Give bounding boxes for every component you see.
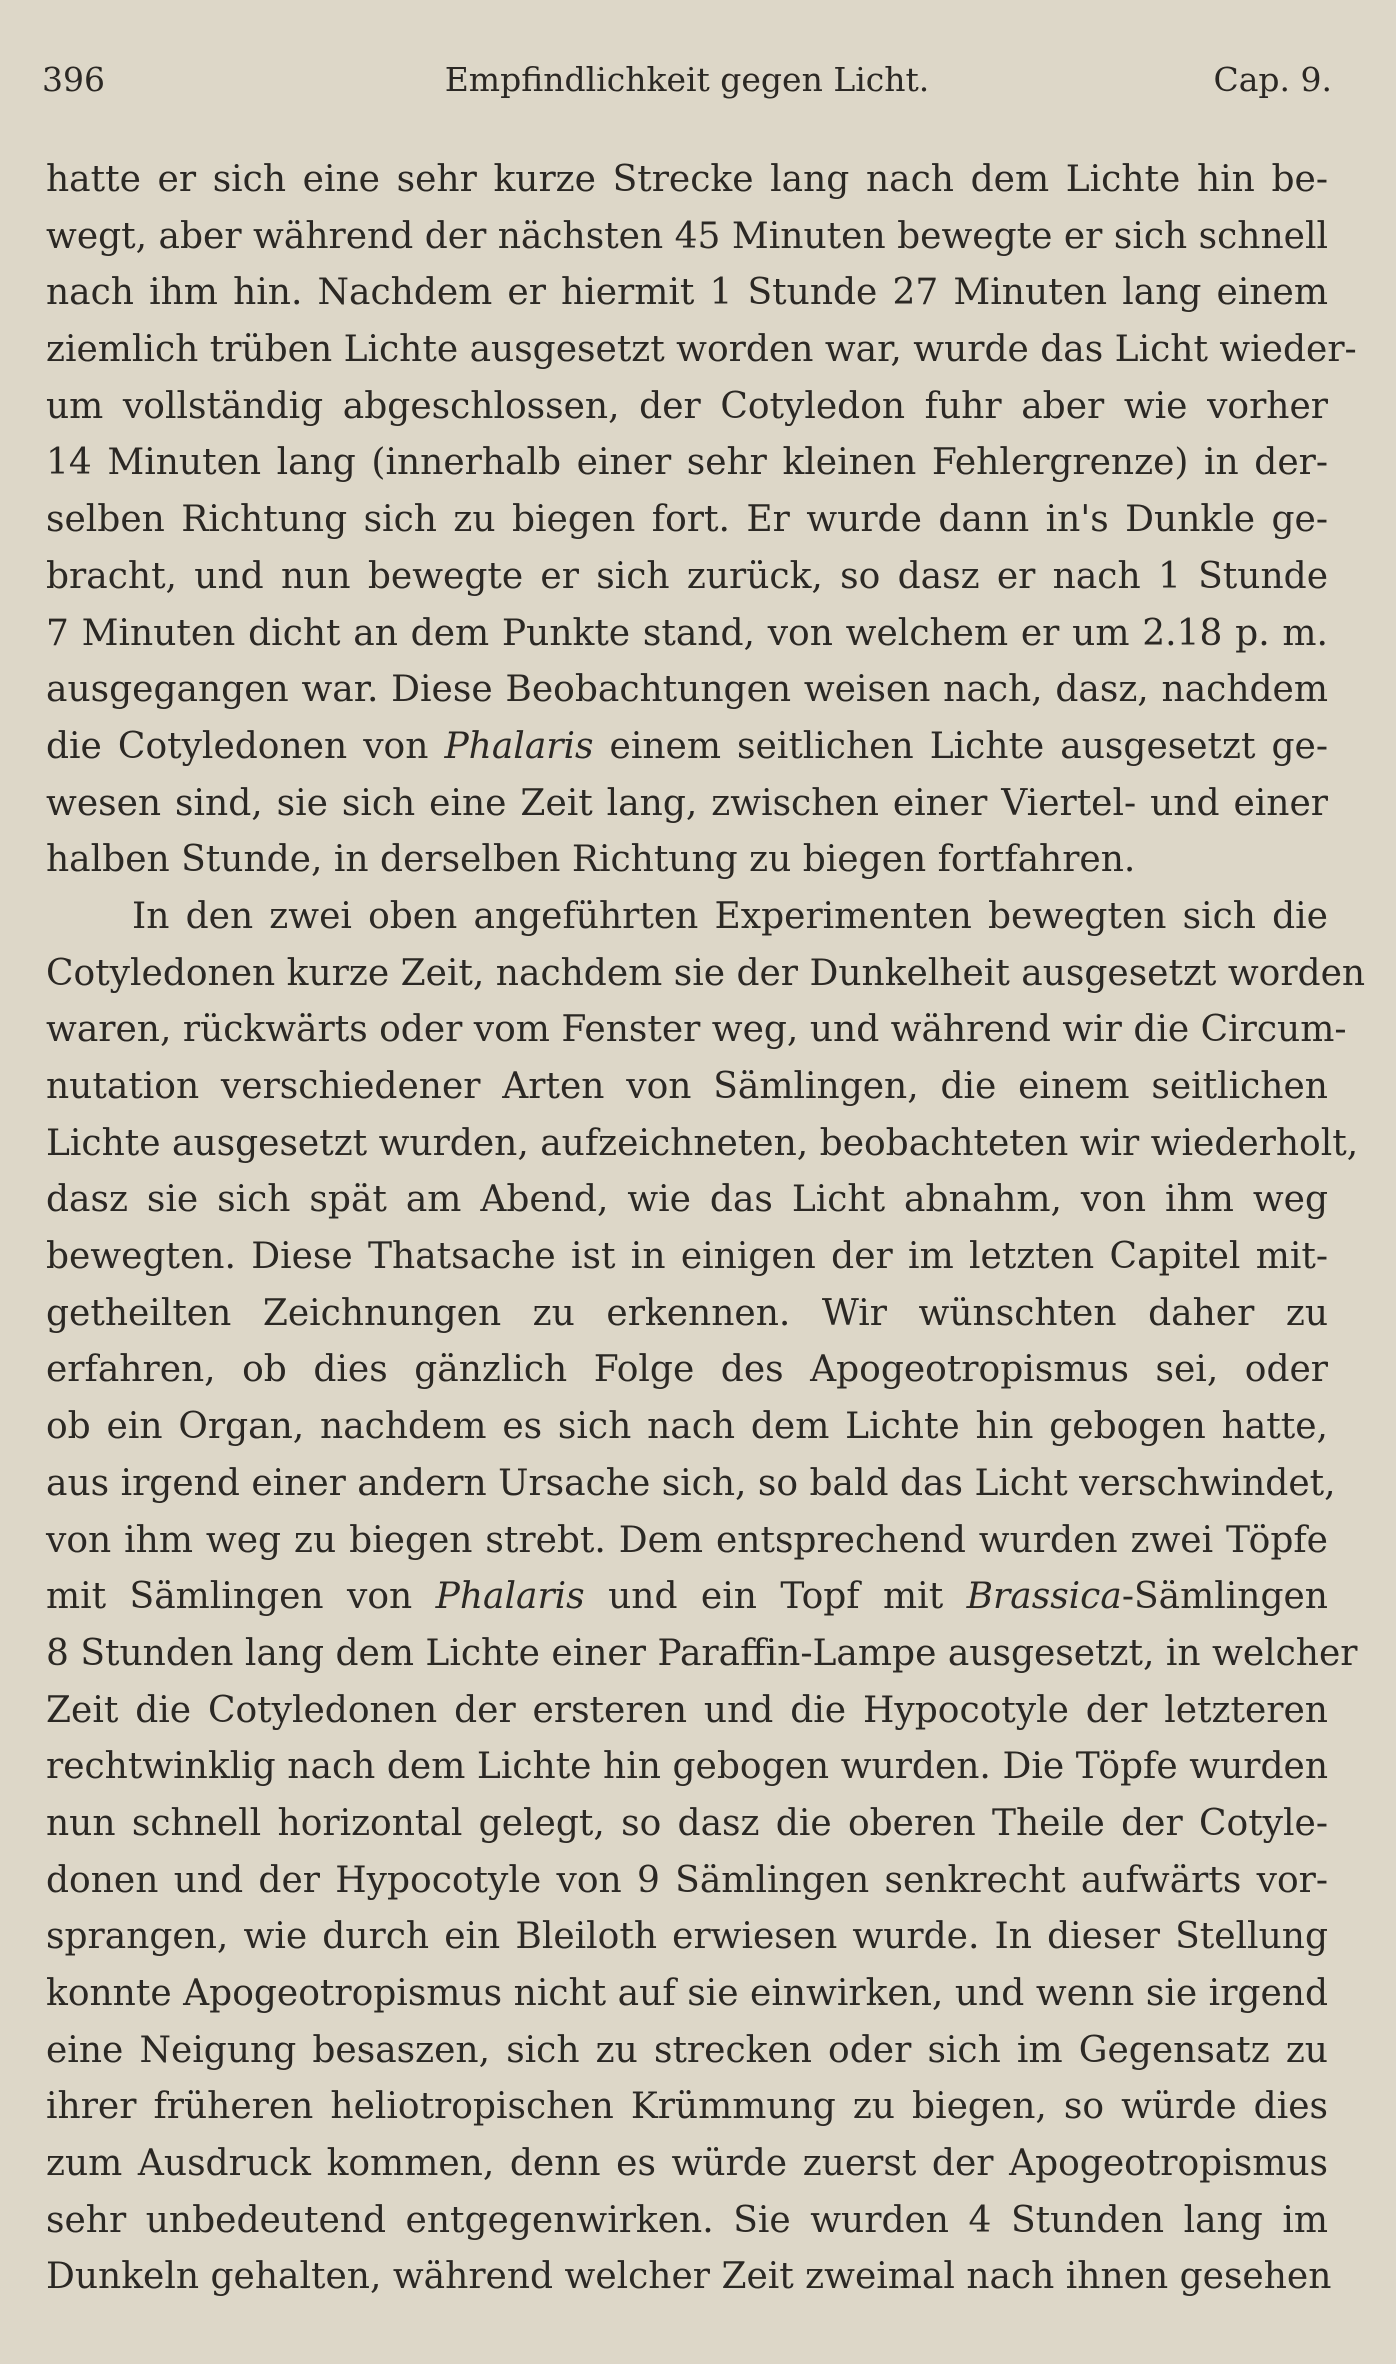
- text-line: zum Ausdruck kommen, denn es würde zuerst der Apogeotropismus: [46, 2143, 1328, 2185]
- page-number: 396: [42, 60, 105, 99]
- running-title: Empfindlichkeit gegen Licht.: [444, 60, 930, 99]
- text-line: nach ihm hin. Nachdem er hiermit 1 Stunde 27 Minuten lang einem: [46, 272, 1328, 314]
- text-line: ausgegangen war. Diese Beobachtungen weisen nach, dasz, nachdem: [46, 669, 1328, 711]
- text-line: nun schnell horizontal gelegt, so dasz die oberen Theile der Cotyle-: [46, 1802, 1328, 1844]
- text-line: dasz sie sich spät am Abend, wie das Licht abnahm, von ihm weg: [46, 1179, 1328, 1221]
- paragraph-start-line: In den zwei oben angeführten Experimenten bewegten sich die: [132, 895, 1328, 937]
- text-line: aus irgend einer andern Ursache sich, so bald das Licht verschwindet,: [46, 1462, 1336, 1504]
- text-segment: die Cotyledonen von: [46, 725, 445, 767]
- text-line: um vollständig abgeschlossen, der Cotyledon fuhr aber wie vorher: [46, 385, 1328, 427]
- running-header: [42, 60, 1332, 116]
- text-line: 7 Minuten dicht an dem Punkte stand, von welchem er um 2.18 p. m.: [46, 612, 1328, 654]
- text-line: Dunkeln gehalten, während welcher Zeit zweimal nach ihnen gesehen: [46, 2256, 1332, 2298]
- text-line: ob ein Organ, nachdem es sich nach dem Lichte hin gebogen hatte,: [46, 1406, 1328, 1448]
- text-line: sprangen, wie durch ein Bleiloth erwiesen wurde. In dieser Stellung: [46, 1916, 1328, 1958]
- text-line: Cotyledonen kurze Zeit, nachdem sie der Dunkelheit ausgesetzt worden: [46, 952, 1366, 994]
- chapter-label: Cap. 9.: [1213, 60, 1332, 99]
- text-line: konnte Apogeotropismus nicht auf sie einwirken, und wenn sie irgend: [46, 1973, 1328, 2014]
- text-line: [46, 719, 1328, 776]
- text-line: von ihm weg zu biegen strebt. Dem entsprechend wurden zwei Töpfe: [46, 1519, 1328, 1561]
- paragraph-end-line: halben Stunde, in derselben Richtung zu biegen fortfahren.: [46, 839, 1136, 881]
- text-segment: mit Sämlingen von: [46, 1576, 436, 1618]
- text-line: erfahren, ob dies gänzlich Folge des Apogeotropismus sei, oder: [46, 1349, 1328, 1391]
- text-line: donen und der Hypocotyle von 9 Sämlingen senkrecht aufwärts vor-: [46, 1859, 1328, 1901]
- text-line: 8 Stunden lang dem Lichte einer Paraffin-Lampe ausgesetzt, in welcher: [46, 1632, 1358, 1674]
- text-line: nutation verschiedener Arten von Sämlingen, die einem seitlichen: [46, 1066, 1328, 1107]
- text-line: eine Neigung besaszen, sich zu strecken oder sich im Gegensatz zu: [46, 2029, 1328, 2071]
- text-line: Zeit die Cotyledonen der ersteren und die Hypocotyle der letzteren: [46, 1689, 1328, 1731]
- text-segment: einem seitlichen Lichte ausgesetzt ge-: [593, 725, 1328, 767]
- text-line: selben Richtung sich zu biegen fort. Er wurde dann in's Dunkle ge-: [46, 499, 1328, 541]
- text-line: [46, 1569, 1328, 1626]
- text-line: ziemlich trüben Lichte ausgesetzt worden war, wurde das Licht wieder-: [46, 329, 1357, 371]
- genus-name-italic: Brassica: [966, 1576, 1122, 1618]
- text-line: sehr unbedeutend entgegenwirken. Sie wurden 4 Stunden lang im: [46, 2199, 1328, 2241]
- text-line: ihrer früheren heliotropischen Krümmung zu biegen, so würde dies: [46, 2086, 1328, 2128]
- text-line: getheilten Zeichnungen zu erkennen. Wir wünschten daher zu: [46, 1292, 1328, 1334]
- text-line: hatte er sich eine sehr kurze Strecke lang nach dem Lichte hin be-: [46, 159, 1328, 200]
- text-segment: -Sämlingen: [1121, 1576, 1328, 1618]
- text-line: wesen sind, sie sich eine Zeit lang, zwischen einer Viertel- und einer: [46, 782, 1328, 824]
- text-line: 14 Minuten lang (innerhalb einer sehr kleinen Fehlergrenze) in der-: [46, 442, 1328, 484]
- text-line: waren, rückwärts oder vom Fenster weg, und während wir die Circum-: [46, 1009, 1347, 1051]
- text-line: rechtwinklig nach dem Lichte hin gebogen wurden. Die Töpfe wurden: [46, 1746, 1328, 1788]
- text-line: Lichte ausgesetzt wurden, aufzeichneten, beobachteten wir wiederholt,: [46, 1122, 1359, 1164]
- text-line: bracht, und nun bewegte er sich zurück, so dasz er nach 1 Stunde: [46, 555, 1328, 597]
- genus-name-italic: Phalaris: [435, 1576, 585, 1618]
- text-segment: und ein Topf mit: [584, 1576, 967, 1618]
- body-text: [46, 152, 1366, 2306]
- text-line: wegt, aber während der nächsten 45 Minuten bewegte er sich schnell: [46, 215, 1328, 257]
- genus-name-italic: Phalaris: [444, 725, 594, 767]
- text-line: bewegten. Diese Thatsache ist in einigen der im letzten Capitel mit-: [46, 1236, 1328, 1278]
